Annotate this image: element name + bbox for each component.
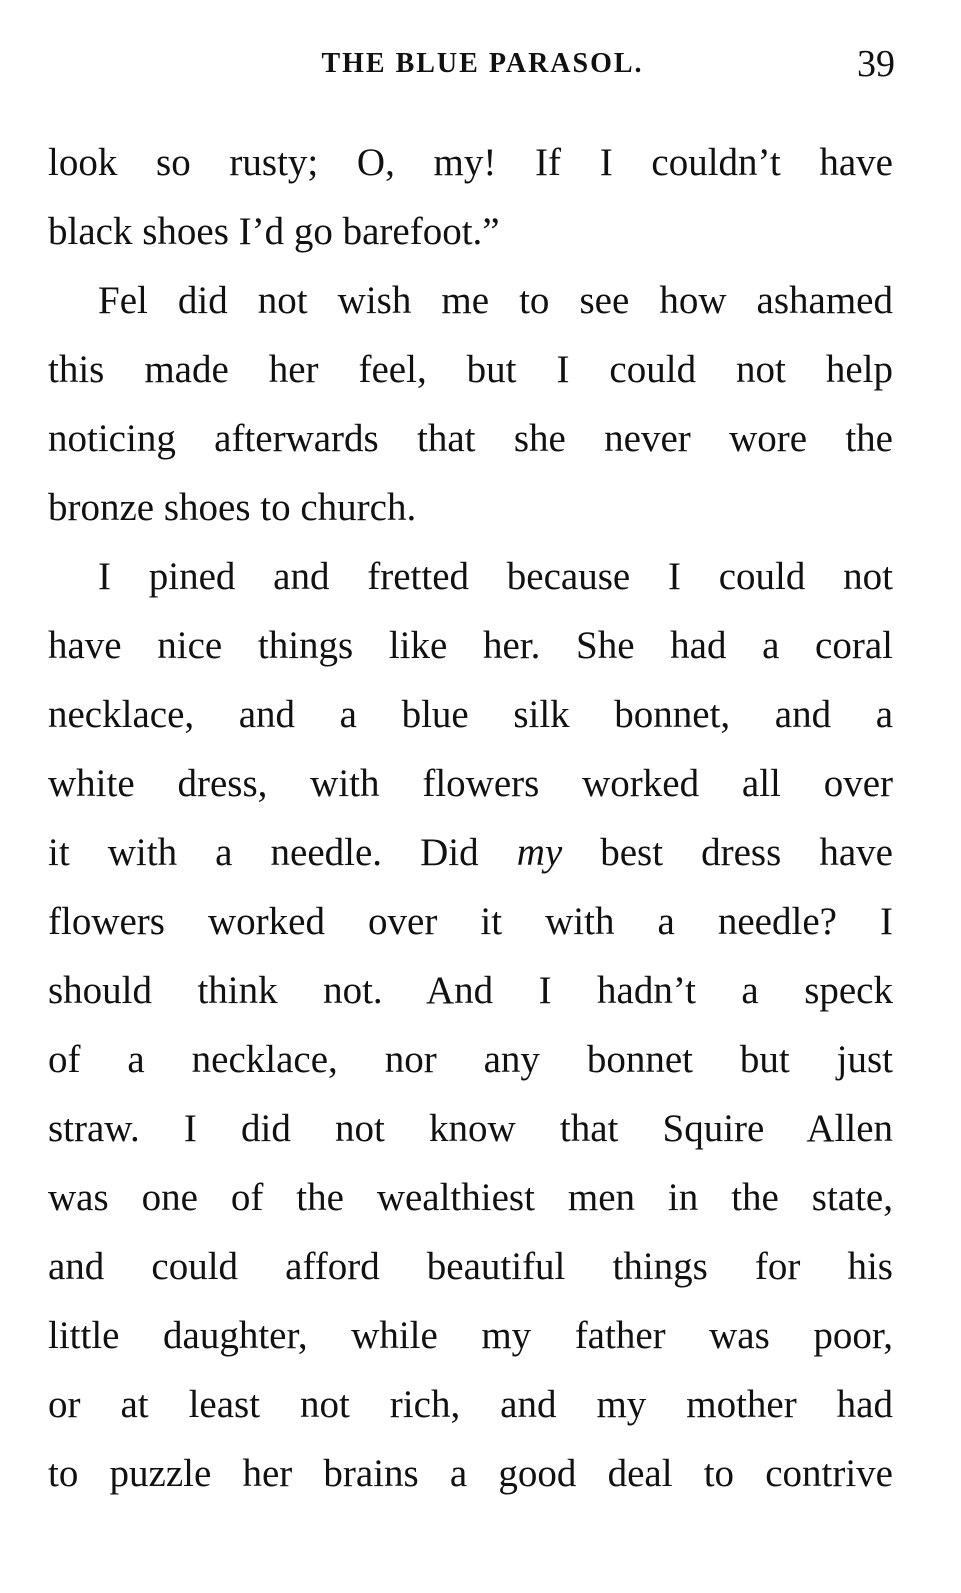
text-line: noticing afterwards that she never wore the bbox=[48, 417, 893, 460]
text-line: little daughter, while my father was poor, bbox=[48, 1314, 893, 1357]
text-line: was one of the wealthiest men in the state, bbox=[48, 1176, 893, 1219]
text-segment: best dress have bbox=[562, 831, 893, 874]
text-line: this made her feel, but I could not help bbox=[48, 348, 893, 391]
text-line: necklace, and a blue silk bonnet, and a bbox=[48, 693, 893, 736]
text-line: should think not. And I hadn’t a speck bbox=[48, 969, 893, 1012]
running-title: THE BLUE PARASOL. bbox=[321, 48, 644, 79]
text-segment: it with a needle. Did bbox=[48, 831, 517, 874]
text-line: white dress, with flowers worked all over bbox=[48, 762, 893, 805]
page-number: 39 bbox=[857, 43, 895, 85]
text-line: to puzzle her brains a good deal to contrive bbox=[48, 1452, 893, 1495]
italic-word: my bbox=[516, 831, 563, 874]
body-text bbox=[48, 128, 893, 1508]
text-line: look so rusty; O, my! If I couldn’t have bbox=[48, 141, 893, 184]
text-line: black shoes I’d go barefoot.” bbox=[48, 210, 500, 253]
text-line: and could afford beautiful things for his bbox=[48, 1245, 893, 1288]
paragraph-first-line: I pined and fretted because I could not bbox=[98, 555, 893, 598]
text-line: of a necklace, nor any bonnet but just bbox=[48, 1038, 893, 1081]
running-head bbox=[50, 42, 895, 92]
text-line: flowers worked over it with a needle? I bbox=[48, 900, 893, 943]
paragraph-first-line: Fel did not wish me to see how ashamed bbox=[98, 279, 893, 322]
text-line: have nice things like her. She had a coral bbox=[48, 624, 893, 667]
text-line: straw. I did not know that Squire Allen bbox=[48, 1107, 893, 1150]
text-line: or at least not rich, and my mother had bbox=[48, 1383, 893, 1426]
text-line-with-italic bbox=[48, 818, 893, 887]
text-line: bronze shoes to church. bbox=[48, 486, 417, 529]
